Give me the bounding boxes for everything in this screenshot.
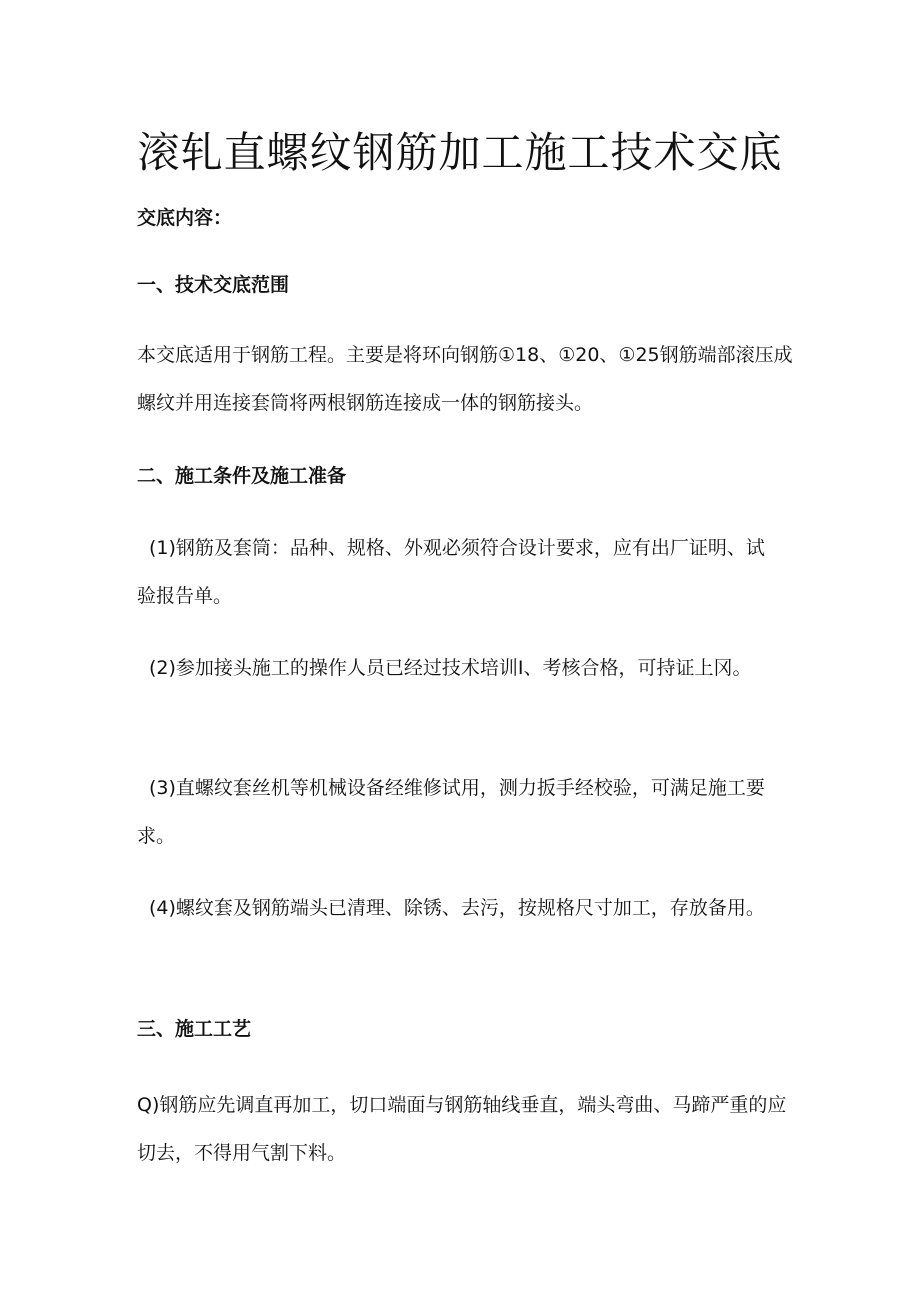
section-heading-scope: 一、技术交底范围 bbox=[137, 274, 290, 296]
condition-item-3: (3)直螺纹套丝机等机械设备经维修试用，测力扳手经校验，可满足施工要求。 bbox=[137, 777, 765, 847]
document-title: 滚轧直螺纹钢筋加工施工技术交底 bbox=[137, 128, 783, 177]
section-paragraph-scope: 本交底适用于钢筋工程。主要是将环向钢筋①18、①20、①25钢筋端部滚压成螺纹并用连接套筒将两根钢筋连接成一体的钢筋接头。 bbox=[137, 344, 793, 414]
section-heading-conditions: 二、施工条件及施工准备 bbox=[137, 465, 347, 487]
condition-item-1: (1)钢筋及套筒：品种、规格、外观必须符合设计要求，应有出厂证明、试验报告单。 bbox=[137, 537, 765, 607]
condition-item-4: (4)螺纹套及钢筋端头已清理、除锈、去污，按规格尺寸加工，存放备用。 bbox=[149, 897, 765, 919]
content-label: 交底内容： bbox=[137, 207, 233, 229]
condition-item-2: (2)参加接头施工的操作人员已经过技术培训I、考核合格，可持证上冈。 bbox=[149, 657, 752, 679]
section-paragraph-process: Q)钢筋应先调直再加工，切口端面与钢筋轴线垂直，端头弯曲、马蹄严重的应切去，不得用气割下料。 bbox=[137, 1094, 787, 1164]
section-heading-process: 三、施工工艺 bbox=[137, 1018, 252, 1040]
